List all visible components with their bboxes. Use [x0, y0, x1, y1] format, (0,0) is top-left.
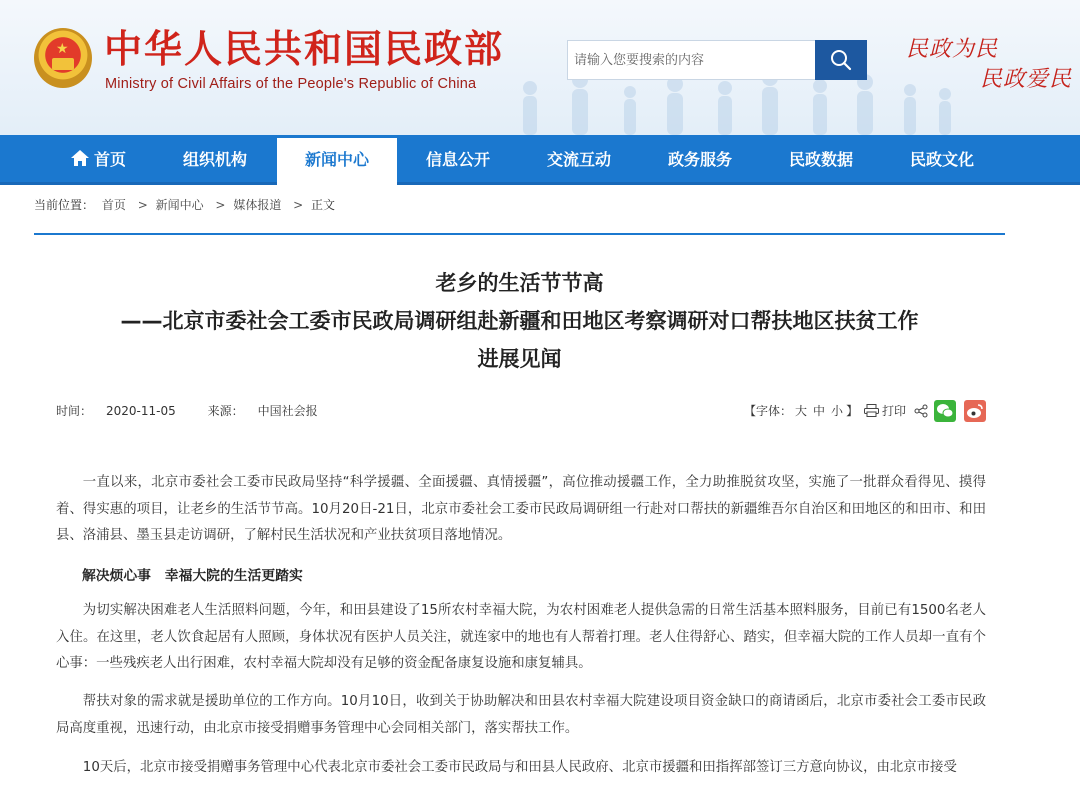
home-icon [70, 149, 90, 167]
site-header [0, 0, 1080, 135]
search-box [567, 40, 867, 80]
article-paragraph: 一直以来，北京市委社会工委市民政局坚持“科学援疆、全面援疆、真情援疆”，高位推动援疆工作，全力助推脱贫攻坚，实施了一批群众看得见、摸得着、得实惠的项目，让老乡的生活节节高。10月20日-21日，北京市委社会工委市民政局调研组一行赴对口帮扶的新疆维吾尔自治区和田地区的和田市、和田县、洛浦县、墨玉县走访调研，了解村民生活状况和产业扶贫项目落地情况。 [56, 475, 986, 543]
print-button[interactable] [864, 400, 906, 422]
nav-item-label: 首页 [93, 150, 126, 169]
font-small-button[interactable]: 小 [831, 404, 844, 418]
font-large-button[interactable]: 大 [795, 404, 808, 418]
breadcrumb-news-center[interactable]: 新闻中心 [155, 198, 204, 212]
article-title: 老乡的生活节节高 [435, 271, 604, 295]
breadcrumb-current: 正文 [311, 198, 336, 212]
breadcrumb-separator: > [215, 198, 226, 212]
print-label: 打印 [882, 404, 907, 418]
time-label: 时间： [56, 404, 93, 418]
article-subtitle-continued: 进展见闻 [477, 347, 562, 371]
wechat-icon [934, 400, 956, 422]
nav-item-services[interactable]: 政务服务 [667, 150, 732, 169]
breadcrumb-home[interactable]: 首页 [101, 198, 126, 212]
nav-item-culture[interactable]: 民政文化 [909, 150, 974, 169]
article-subtitle: ——北京市委社会工委市民政局调研组赴新疆和田地区考察调研对口帮扶地区扶贫工作 [120, 309, 919, 333]
nav-item-interaction[interactable]: 交流互动 [546, 150, 611, 169]
weibo-share-icon[interactable] [964, 400, 986, 422]
breadcrumb [34, 196, 339, 213]
article-paragraph: 帮扶对象的需求就是援助单位的工作方向。10月10日，收到关于协助解决和田县农村幸福大院建设项目资金缺口的商请函后，北京市委社会工委市民政局高度重视，迅速行动，由北京市接受捐赠事务管理中心会同相关部门，落实帮扶工作。 [56, 694, 986, 736]
search-icon [830, 49, 852, 71]
tiananmen-icon [52, 58, 74, 70]
wechat-share-icon[interactable] [934, 400, 956, 422]
site-subtitle: Ministry of Civil Affairs of the People's Republic of China [105, 76, 477, 92]
breadcrumb-separator: > [137, 198, 148, 212]
source-label: 来源： [207, 404, 244, 418]
breadcrumb-media-reports[interactable]: 媒体报道 [233, 198, 282, 212]
main-nav [0, 135, 1080, 185]
weibo-icon [964, 400, 986, 422]
article-source: 中国社会报 [257, 404, 318, 418]
printer-icon [864, 404, 879, 417]
search-input[interactable] [568, 41, 817, 79]
article-subheading: 解决烦心事 幸福大院的生活更踏实 [82, 568, 303, 584]
breadcrumb-separator: > [293, 198, 304, 212]
font-size-tools [744, 400, 858, 422]
content-divider [34, 233, 1005, 235]
font-size-label-close: 】 [846, 404, 859, 418]
slogan-line-1: 民政为民 [906, 37, 999, 62]
publish-time: 2020-11-05 [106, 404, 176, 418]
share-icon[interactable] [914, 404, 928, 418]
site-title[interactable]: 中华人民共和国民政部 [104, 27, 505, 71]
font-medium-button[interactable]: 中 [813, 404, 826, 418]
article-paragraph: 10天后，北京市接受捐赠事务管理中心代表北京市委社会工委市民政局与和田县人民政府、北京市援疆和田指挥部签订三方意向协议，由北京市接受 [82, 760, 957, 775]
article-meta [56, 402, 346, 419]
breadcrumb-prefix: 当前位置： [34, 198, 95, 212]
star-icon: ★ [56, 41, 69, 57]
nav-item-organization[interactable]: 组织机构 [182, 150, 247, 169]
nav-item-data[interactable]: 民政数据 [788, 150, 853, 169]
nav-item-news-center[interactable]: 新闻中心 [277, 135, 397, 185]
nav-item-info-disclosure[interactable]: 信息公开 [425, 150, 490, 169]
slogan-line-2: 民政爱民 [980, 67, 1073, 92]
search-button[interactable] [815, 40, 867, 80]
national-emblem-icon[interactable] [34, 28, 92, 88]
font-size-label: 【字体： [744, 404, 793, 418]
nav-item-home[interactable] [38, 135, 158, 185]
article-paragraph: 为切实解决困难老人生活照料问题，今年，和田县建设了15所农村幸福大院，为农村困难老人提供急需的日常生活基本照料服务，目前已有1500名老人入住。在这里，老人饮食起居有人照顾，身体状况有医护人员关注，就连家中的地也有人帮着打理。老人住得舒心、踏实，但幸福大院的工作人员却一直有个心事：一些残疾老人出行困难，农村幸福大院却没有足够的资金配备康复设施和康复辅具。 [56, 603, 986, 671]
